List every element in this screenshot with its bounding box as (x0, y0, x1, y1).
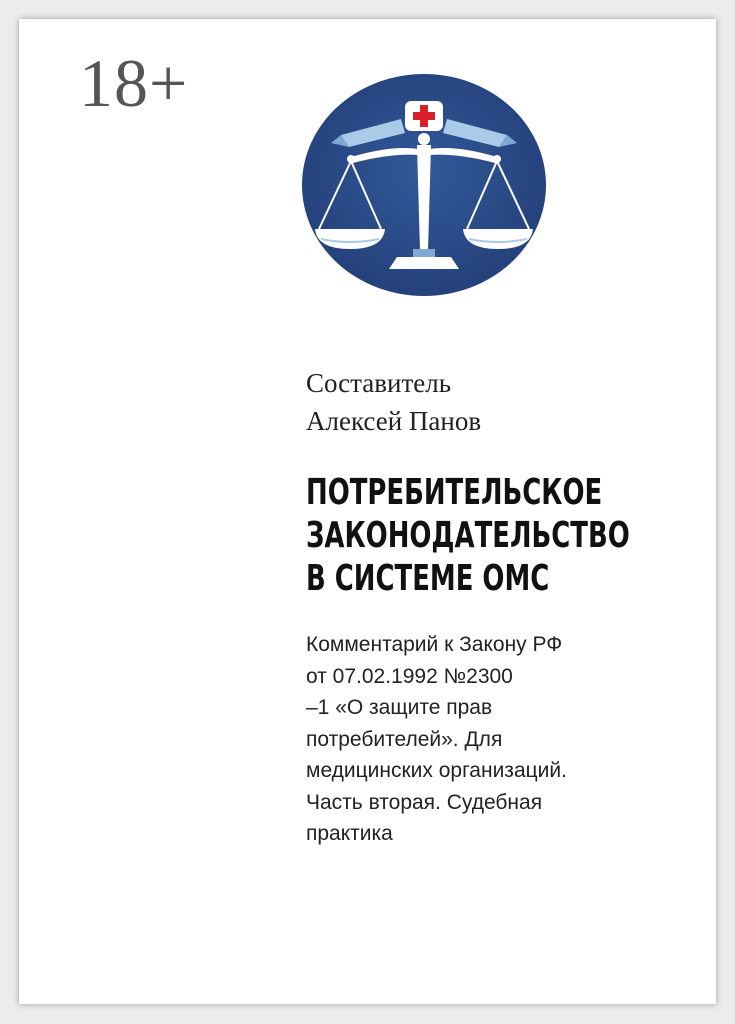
compiler-role: Составитель (306, 368, 452, 398)
title-line: ПОТРЕБИТЕЛЬСКОЕ (306, 472, 603, 513)
age-rating: 18+ (79, 45, 189, 121)
book-subtitle (306, 629, 686, 850)
subtitle-line: от 07.02.1992 №2300 (306, 664, 513, 688)
scales-of-justice-icon (301, 73, 547, 297)
book-title (306, 471, 630, 600)
subtitle-line: –1 «О защите прав (306, 696, 493, 719)
title-line: В СИСТЕМЕ ОМС (306, 558, 550, 599)
compiler-name: Алексей Панов (306, 406, 482, 436)
book-cover (19, 19, 716, 1004)
subtitle-line: Часть вторая. Судебная (306, 790, 543, 814)
subtitle-line: практика (306, 822, 393, 845)
subtitle-line: медицинских организаций. (306, 759, 567, 782)
title-line: ЗАКОНОДАТЕЛЬСТВО (306, 515, 630, 556)
subtitle-line: Комментарий к Закону РФ (306, 633, 563, 656)
subtitle-line: потребителей». Для (306, 727, 503, 751)
